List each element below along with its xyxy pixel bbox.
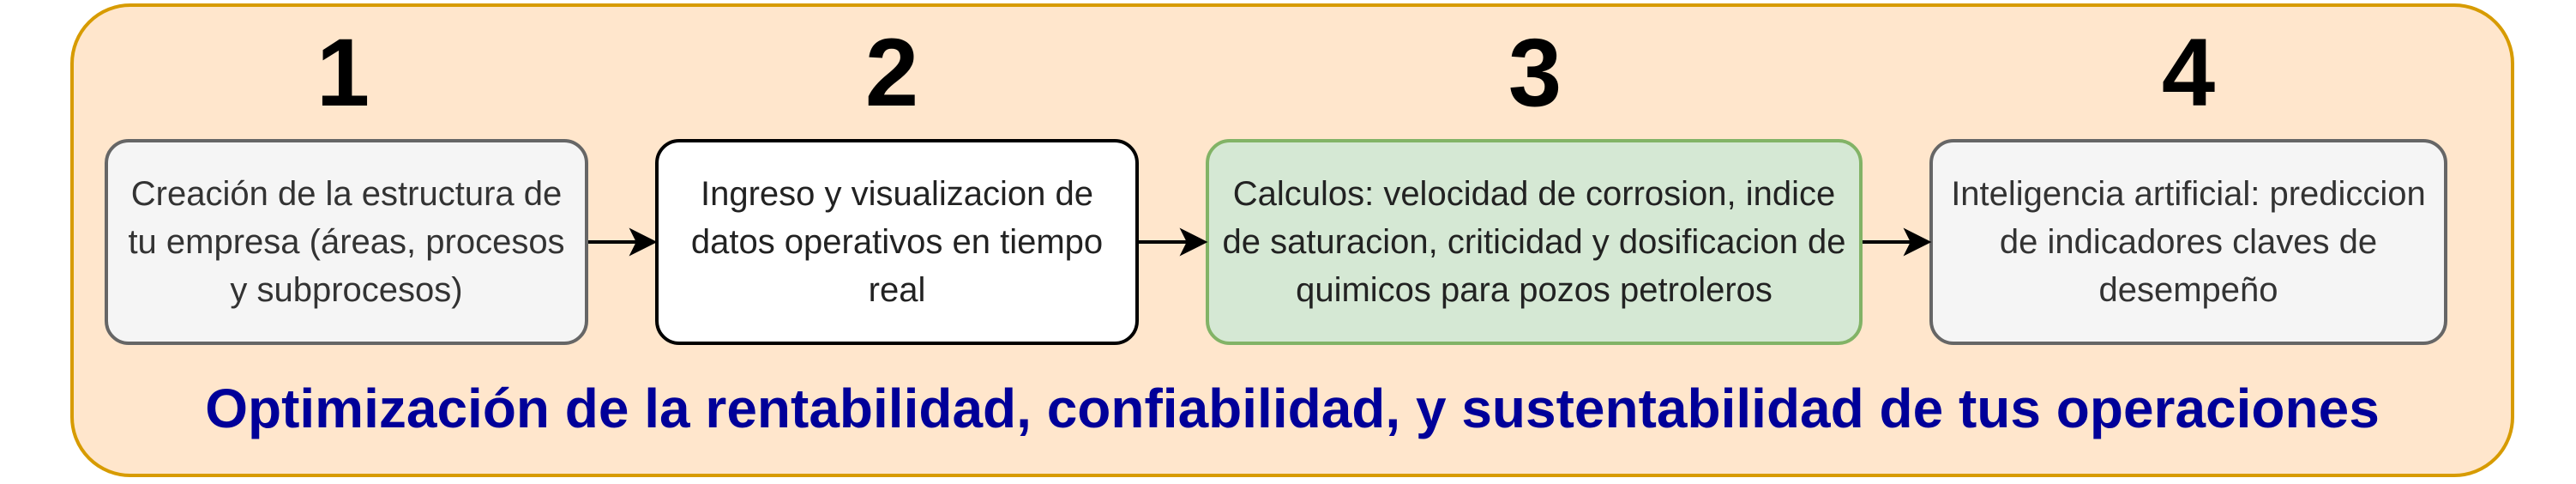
step-3-number: 3 xyxy=(1508,19,1562,126)
step-2-text: Ingreso y visualizacion de datos operativos en tiempo real xyxy=(690,175,1104,309)
step-4-number: 4 xyxy=(2161,19,2216,126)
step-4-text: Inteligencia artificial: prediccion de indicadores claves de desempeño xyxy=(1951,175,2426,309)
step-1-text: Creación de la estructura de tu empresa (áreas, procesos y subprocesos) xyxy=(128,175,565,309)
step-1-number: 1 xyxy=(316,19,370,126)
footer-tagline: Optimización de la rentabilidad, confiabilidad, y sustentabilidad de tus operaciones xyxy=(205,378,2380,439)
step-2-number: 2 xyxy=(864,19,919,126)
step-3-text: Calculos: velocidad de corrosion, indice de saturacion, criticidad y dosificacion de quimicos para pozos petroleros xyxy=(1222,175,1846,309)
